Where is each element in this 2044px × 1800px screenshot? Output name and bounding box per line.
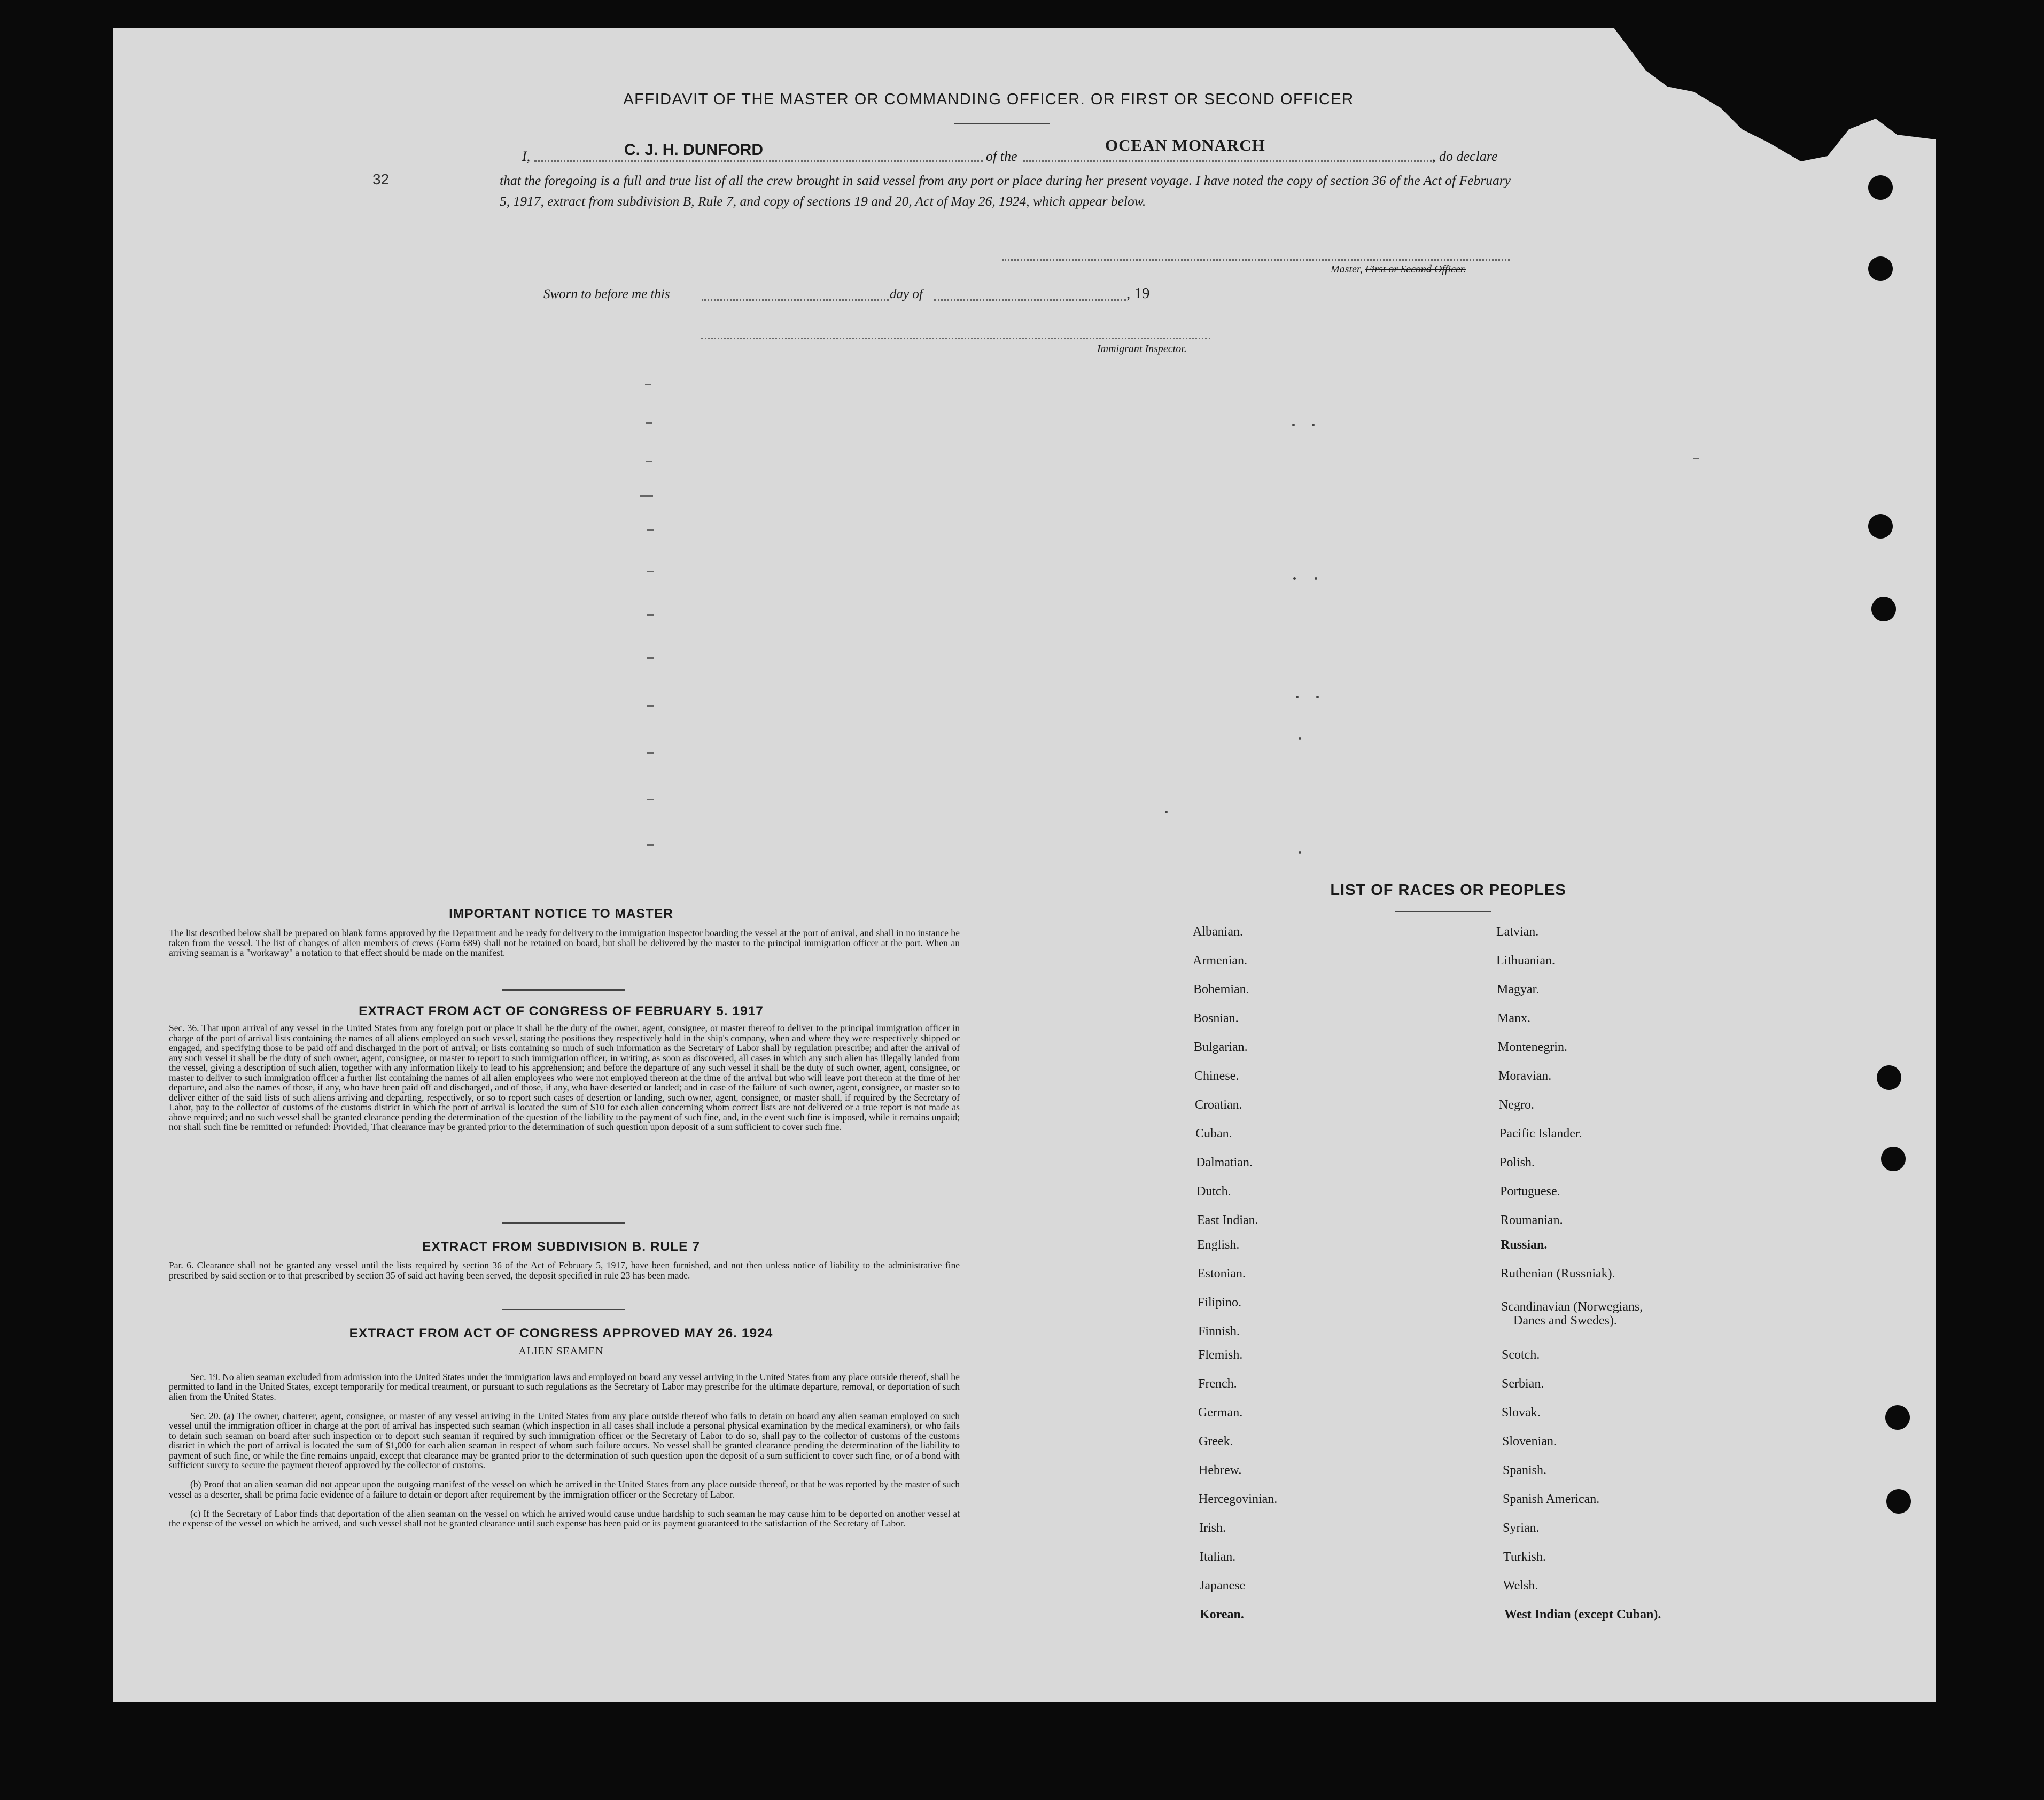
race-right: Pacific Islander. — [1499, 1127, 1582, 1141]
master-caption: Master, — [1331, 263, 1363, 275]
race-right: Spanish. — [1503, 1463, 1547, 1477]
race-left: Albanian. — [1193, 925, 1243, 939]
race-left: English. — [1197, 1238, 1240, 1252]
race-left: Dalmatian. — [1196, 1156, 1253, 1170]
punch-hole — [1868, 256, 1893, 281]
race-right: Polish. — [1499, 1156, 1535, 1170]
race-left: East Indian. — [1197, 1213, 1258, 1227]
of-the-label: of the — [986, 149, 1017, 164]
notice-text: The list described below shall be prepared on blank forms approved by the Department and be ready for delivery to the immigration inspector boarding the vessel at the port of arrival, and shall in no instance be taken from the vessel. The list of changes of alien members of crews (Form 689) shall not be retained on board, but shall be delivered by the master to the principal immigration officer at the port. When an arriving seaman is a "workaway" a notation to that effect should be made on the manifest. — [169, 928, 960, 958]
sworn-label: Sworn to before me this — [543, 287, 670, 301]
margin-tick — [645, 384, 651, 385]
master-signature-line — [1002, 259, 1510, 261]
title-divider — [954, 123, 1050, 124]
race-left: Bohemian. — [1193, 983, 1249, 996]
section-19-text: Sec. 19. No alien seaman excluded from admission into the United States under the immigration laws and employed on board any vessel arriving in the United States from any place outside thereof, shall be permitted to land in the United States, except temporarily for medical treatment, or pursuant to such regulations as the Secretary of Labor may prescribe for the ultimate departure, removal, or deportation of such alien from the United States. — [169, 1371, 960, 1402]
margin-tick — [1693, 458, 1699, 459]
punch-hole — [1886, 1489, 1911, 1514]
race-right: Roumanian. — [1501, 1213, 1563, 1227]
notice-title: IMPORTANT NOTICE TO MASTER — [449, 907, 673, 921]
race-left: Chinese. — [1194, 1069, 1239, 1083]
day-of-label: day of — [890, 287, 923, 301]
race-right: Montenegrin. — [1498, 1040, 1567, 1054]
margin-tick — [646, 422, 652, 424]
extract-1924-title: EXTRACT FROM ACT OF CONGRESS APPROVED MAY 26. 1924 — [349, 1326, 773, 1341]
race-right: Slovak. — [1502, 1406, 1541, 1420]
race-right: Ruthenian (Russniak). — [1501, 1267, 1615, 1281]
margin-tick — [647, 844, 654, 846]
inspector-caption: Immigrant Inspector. — [1097, 343, 1187, 355]
race-right: Scotch. — [1502, 1348, 1540, 1362]
struck-officer-caption: First or Second Officer. — [1365, 263, 1466, 275]
races-divider — [1395, 911, 1491, 912]
race-right: Scandinavian (Norwegians, — [1501, 1300, 1643, 1314]
margin-tick — [647, 529, 654, 531]
extract-1924-subtitle: ALIEN SEAMEN — [518, 1345, 604, 1357]
race-right: Negro. — [1499, 1098, 1534, 1112]
punch-hole — [1871, 597, 1896, 621]
margin-tick — [640, 495, 653, 497]
race-right: Slovenian. — [1502, 1435, 1557, 1448]
master-signature-caption — [1331, 263, 1466, 276]
race-left: Hebrew. — [1199, 1463, 1242, 1477]
race-left: Dutch. — [1196, 1185, 1231, 1198]
race-left: French. — [1198, 1377, 1237, 1391]
speck — [1312, 424, 1315, 426]
margin-tick — [647, 614, 654, 616]
race-right: Portuguese. — [1500, 1185, 1560, 1198]
races-title: LIST OF RACES OR PEOPLES — [1330, 882, 1566, 899]
declaration-text: that the foregoing is a full and true list of all the crew brought in said vessel from any port or place during her present voyage. I have noted the copy of section 36 of the Act of February 5, 1917, extract from subdivision B, Rule 7, and copy of sections 19 and 20, Act of May 26, 1924, which appear below. — [500, 173, 1511, 209]
sworn-day-line — [702, 299, 889, 301]
speck — [1315, 577, 1317, 580]
race-left: Irish. — [1199, 1521, 1226, 1535]
race-right: Turkish. — [1503, 1550, 1546, 1564]
race-right: Syrian. — [1503, 1521, 1540, 1535]
torn-corner — [1598, 28, 1940, 167]
year-label: , 19 — [1126, 285, 1150, 302]
race-right: Latvian. — [1496, 925, 1539, 939]
margin-tick — [647, 799, 654, 800]
race-left: Bosnian. — [1193, 1011, 1239, 1025]
punch-hole — [1868, 175, 1893, 200]
race-right: Russian. — [1501, 1238, 1548, 1252]
margin-tick — [646, 461, 652, 462]
race-left: Bulgarian. — [1194, 1040, 1248, 1054]
race-left: Croatian. — [1195, 1098, 1242, 1112]
race-left: Finnish. — [1198, 1324, 1240, 1338]
section-divider — [502, 1222, 625, 1224]
race-left: Flemish. — [1198, 1348, 1243, 1362]
race-left: Hercegovinian. — [1199, 1492, 1278, 1506]
margin-tick — [647, 571, 654, 572]
punch-hole — [1885, 1405, 1910, 1430]
margin-tick — [647, 705, 654, 707]
section-divider — [502, 989, 625, 991]
speck — [1292, 424, 1295, 426]
vessel-line — [1023, 160, 1435, 162]
race-left: Korean. — [1200, 1608, 1244, 1622]
extract-1917-title: EXTRACT FROM ACT OF CONGRESS OF FEBRUARY 5. 1917 — [359, 1004, 764, 1018]
section-20c-text: (c) If the Secretary of Labor finds that deportation of the alien seaman on the vessel on which he arrived would cause undue hardship to such seaman he may cause him to be deported on another vessel at the expense of the vessel on which he arrived, and such vessel shall not be granted clearance until such expense has been paid or its payment guaranteed to the satisfaction of the Secretary of Labor. — [169, 1508, 960, 1529]
sworn-month-line — [934, 299, 1126, 301]
race-right: West Indian (except Cuban). — [1504, 1608, 1661, 1622]
race-right: Manx. — [1497, 1011, 1530, 1025]
race-right: Magyar. — [1497, 983, 1540, 996]
race-left: German. — [1198, 1406, 1243, 1420]
punch-hole — [1868, 514, 1893, 539]
race-left: Japanese — [1200, 1579, 1246, 1593]
race-right: Spanish American. — [1503, 1492, 1600, 1506]
speck — [1293, 577, 1296, 580]
extract-1917-text: Sec. 36. That upon arrival of any vessel in the United States from any foreign port or place it shall be the duty of the owner, agent, consignee, or master thereof to deliver to the principal immigration officer in charge of the port of arrival lists containing the names of all aliens employed on such vessel, stating the positions they respectively hold in the ship's company, when and where they were respectively shipped or engaged, and specifying those to be paid off and discharged in the port of arrival; or lists containing so much of such information as the Secretary of Labor shall by regulation prescribe; and after the arrival of any such vessel it shall be the duty of such owner, agent, consignee, or master to report to such immigration officer, in writing, as soon as discovered, all cases in which any such alien has illegally landed from the vessel, giving a description of such alien, together with any information likely to lead to his apprehension; and before the departure of any such vessel it shall be the duty of such owner, agent, consignee, or master to deliver to such immigration officer a further list containing the names of all alien employees who were not employed thereon at the time of the arrival but who will leave port thereon at the time of her departure, and also the names of those, if any, who have been paid off and discharged, and of those, if any, who have deserted or landed; and in case of the failure of such owner, agent, consignee, or master so to deliver either of the said lists of such aliens arriving and departing, respectively, or so to report such cases of desertion or landing, such owner, agent, consignee, or master shall, if required by the Secretary of Labor, pay to the collector of customs of the customs district in which the port of arrival is located the sum of $10 for each alien concerning whom correct lists are not delivered or a true report is not made as above required; and no such vessel shall be granted clearance pending the determination of the question of the liability to the payment of such fine, and, in the event such fine is imposed, while it remains unpaid; nor shall such fine be remitted or refunded: Provided, That clearance may be granted prior to the determination of such question upon deposit of a sum sufficient to cover such fine. — [169, 1023, 960, 1132]
punch-hole — [1877, 1065, 1901, 1090]
speck — [1316, 696, 1319, 698]
race-left: Greek. — [1199, 1435, 1233, 1448]
race-left: Cuban. — [1195, 1127, 1232, 1141]
speck — [1299, 737, 1301, 740]
race-right: Lithuanian. — [1496, 954, 1555, 968]
race-left: Estonian. — [1198, 1267, 1246, 1281]
extract-rule7-text: Par. 6. Clearance shall not be granted any vessel until the lists required by section 36 of the Act of February 5, 1917, have been furnished, and not then unless notice of liability to the administrative fine prescribed by said section or to that prescribed by section 35 of said act having been served, the deposit specified in rule 23 has been made. — [169, 1260, 960, 1281]
inspector-signature-line — [701, 338, 1210, 339]
section-20b-text: (b) Proof that an alien seaman did not appear upon the outgoing manifest of the vessel on which he arrived in the United States from any place outside thereof, or that he was reported by the master of such vessel as a deserter, shall be prima facie evidence of a failure to detain or deport after requirement by the immigration officer or the Secretary of Labor. — [169, 1479, 960, 1500]
race-right: Welsh. — [1503, 1579, 1538, 1593]
race-left: Filipino. — [1198, 1296, 1242, 1310]
affidavit-title: AFFIDAVIT OF THE MASTER OR COMMANDING OFFICER. OR FIRST OR SECOND OFFICER — [623, 91, 1354, 108]
race-right: Moravian. — [1498, 1069, 1552, 1083]
master-name: C. J. H. DUNFORD — [624, 141, 764, 159]
speck — [1296, 696, 1299, 698]
margin-mark: 32 — [372, 171, 390, 188]
extract-1924-body — [169, 1362, 960, 1538]
name-line — [534, 160, 983, 162]
speck — [1299, 851, 1301, 854]
extract-rule7-title: EXTRACT FROM SUBDIVISION B. RULE 7 — [422, 1240, 700, 1254]
speck — [1165, 811, 1168, 813]
section-divider — [502, 1309, 625, 1310]
vessel-name: OCEAN MONARCH — [1105, 136, 1265, 154]
race-right-continued: Danes and Swedes). — [1513, 1314, 1617, 1328]
punch-hole — [1881, 1147, 1906, 1171]
margin-tick — [647, 657, 654, 659]
race-right: Serbian. — [1502, 1377, 1544, 1391]
section-20a-text: Sec. 20. (a) The owner, charterer, agent, consignee, or master of any vessel arriving in the United States from any place outside thereof who fails to detain on board any alien seaman employed on such vessel until the immigration officer in charge at the port of arrival has inspected such seaman (which inspection in all cases shall include a personal physical examination by the medical examiners), or who fails to detain such seaman on board after such inspection or to deport such seaman if required by such immigration officer or the Secretary of Labor to do so, shall pay to the collector of customs of the customs district in which the port of arrival is located the sum of $1,000 for each alien seaman in respect of whom such failure occurs. No vessel shall be granted clearance pending the determination of the liability to payment of such fine, or while the fine remains unpaid, except that clearance may be granted prior to the determination of such question upon the deposit of a sum sufficient to cover such fine, or of a bond with sufficient surety to secure the payment thereof approved by the collector of customs. — [169, 1410, 960, 1470]
do-declare: , do declare — [1432, 149, 1498, 164]
race-left: Italian. — [1200, 1550, 1236, 1564]
i-label: I, — [522, 149, 531, 164]
race-left: Armenian. — [1193, 954, 1247, 968]
margin-tick — [647, 752, 654, 754]
